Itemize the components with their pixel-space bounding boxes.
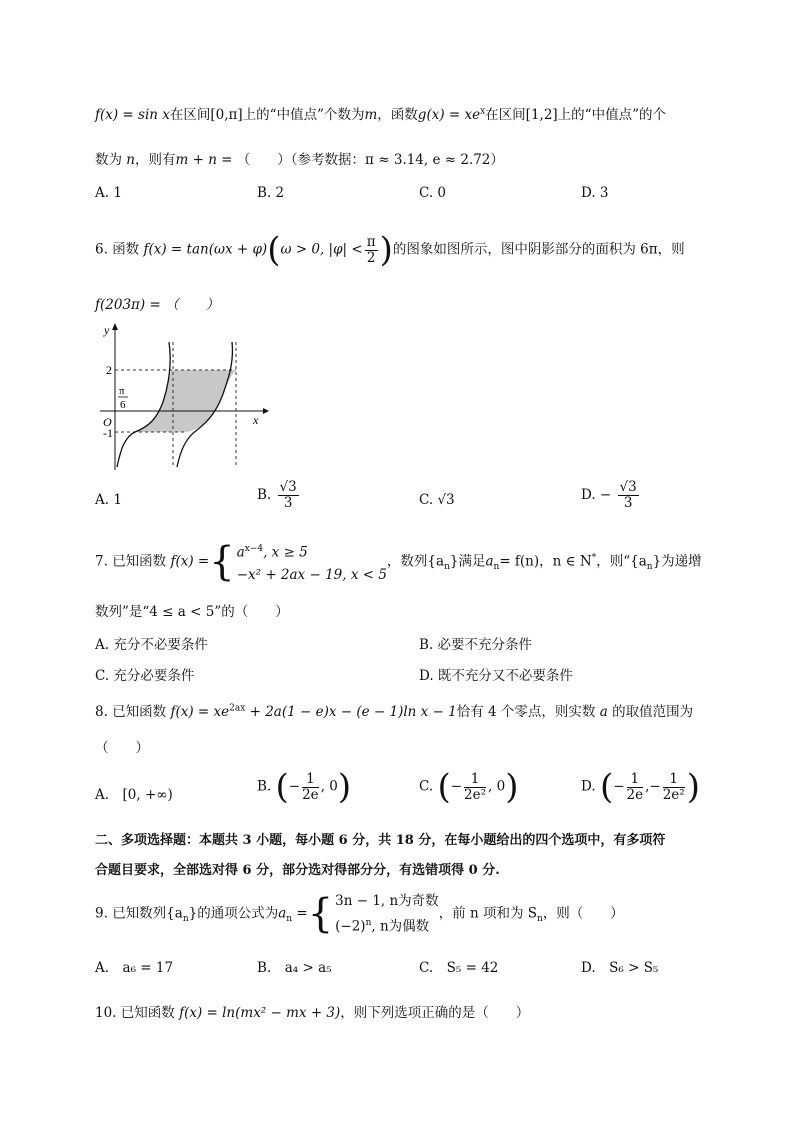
q8-option-b[interactable]: B. (− $\frac{1}{2e}$ , 0) [257, 767, 352, 807]
q8-func-exp: 2ax [229, 703, 246, 714]
q6-option-b-num: √3 [279, 479, 297, 495]
q9-line1: 9. 已知数列$\{a_n\}$的通项公式为$a_n$ ={ 3n − 1, n为奇数 $(-2)^n$, n为偶数 ，前 n 项和为 $S_n$，则（ ） [95, 890, 624, 937]
q7-option-d[interactable]: D. 既不充分又不必要条件 [419, 668, 573, 684]
q7-func: f(x) = [170, 553, 210, 570]
q6-option-c-prefix: C. [419, 492, 434, 508]
x-label: x [253, 413, 259, 427]
q8-option-d-prefix: D. [581, 778, 596, 795]
q5-option-d[interactable]: D. 3 [581, 185, 609, 201]
q10-line1 [95, 1001, 529, 1021]
tick-label-neg1: -1 [103, 426, 113, 440]
q6-option-b-den: 3 [283, 495, 293, 511]
tangent-graph [95, 322, 270, 470]
q5-func-g: g(x) = xe [417, 107, 481, 123]
q7-case2: −x² + 2ax − 19, x < 5 [236, 566, 387, 583]
q6-option-a[interactable]: A. 1 [95, 492, 122, 508]
q6-option-b-frac [278, 480, 299, 511]
q8-text-c: 的取值范围为 [612, 704, 694, 720]
q8-option-c-prefix: C. [419, 778, 434, 795]
q8-func-a: f(x) = xe [170, 704, 230, 720]
q9-an: a [278, 905, 287, 922]
q6-number: 6. [95, 241, 108, 258]
q5-option-a[interactable]: A. 1 [95, 185, 122, 201]
q5-line1: f(x) = sin x在区间[0,π]上的“中值点”个数为m，函数$g(x) = xe^x$在区间[1,2]上的“中值点”的个 [95, 106, 666, 123]
q9-cases [335, 890, 439, 938]
q6-option-c[interactable] [419, 492, 455, 508]
q6-cond-frac-num: π [366, 233, 376, 250]
q6-cond-frac [365, 235, 378, 266]
q8-line2 [95, 736, 149, 756]
q10-number: 10. [95, 1005, 117, 1021]
q6-line2 [95, 293, 219, 313]
q9-text-c: ，前 n 项和为 S [438, 905, 538, 922]
q8-option-d-num1: 1 [627, 772, 644, 788]
q5-expr: m + n = [175, 152, 233, 168]
x-axis-arrow-icon [263, 408, 269, 414]
q6-option-d-num: √3 [619, 479, 637, 495]
q8-option-d-frac1 [627, 772, 644, 803]
q10-text-b: ，则下列选项正确的是（ ） [340, 1005, 530, 1021]
q7-line2 [95, 600, 289, 620]
q9-case2-exp: n [365, 918, 372, 928]
q8-option-c-den: 2e² [464, 786, 487, 803]
tick-label-pi: π [119, 385, 125, 397]
q8-option-d-frac2 [663, 772, 685, 803]
q7-text-f: }为递增 [652, 553, 702, 570]
q8-option-b-num: 1 [302, 772, 319, 788]
q5-option-b[interactable]: B. 2 [257, 185, 285, 201]
q10-text-a: 已知函数 [120, 1005, 175, 1021]
q5-var-n: n [126, 152, 135, 168]
q5-text-a: 在区间[0,π]上的“中值点”个数为 [169, 107, 365, 123]
q8-option-a[interactable]: A. [0, +∞) [95, 787, 173, 803]
q6-option-b[interactable] [257, 480, 301, 511]
q8-var: a [599, 704, 608, 720]
q6-option-d-prefix: D. − [581, 487, 612, 503]
q6-text-a: 函数 [112, 241, 140, 258]
q6-cond: ω > 0, |φ| < [280, 241, 363, 258]
q5-text-c: 在区间[1,2]上的“中值点”的个 [485, 107, 666, 123]
q7-case1-exp: x−4 [244, 544, 264, 554]
q9-case2-base: (−2) [335, 918, 366, 935]
q7-text-d: = f(n)，n ∈ N [499, 553, 592, 570]
q7-number: 7. [95, 553, 108, 570]
q8-text-b: 恰有 4 个零点，则实数 [456, 704, 596, 720]
y-label: y [104, 323, 110, 337]
q8-option-b-tail: , 0 [320, 778, 338, 795]
q5-func-f: f(x) = sin x [95, 107, 170, 123]
q9-text-d: ，则（ ） [542, 905, 624, 922]
q9-option-a[interactable]: A. a₆ = 17 [95, 960, 174, 976]
q8-option-d-num2: 1 [663, 772, 685, 788]
q9-option-b[interactable]: B. a₄ > a₅ [257, 960, 332, 976]
q7-question: 数列”是“4 ≤ a < 5”的（ ） [95, 604, 289, 620]
q8-option-c[interactable]: C. (− $\frac{1}{\text{2e²}}$ , 0) [419, 767, 519, 807]
q8-option-d-den2: 2e² [662, 786, 685, 803]
q7-text-c: }满足 [449, 553, 486, 570]
q9-case1: 3n − 1, n为奇数 [335, 893, 439, 909]
q8-paren: （ ） [95, 740, 149, 756]
q7-text-a: 已知函数 [112, 553, 167, 570]
q6-option-d-den: 3 [623, 495, 633, 511]
origin-label: O [103, 415, 112, 429]
q7-option-c[interactable]: C. 充分必要条件 [95, 668, 195, 684]
q9-option-d[interactable]: D. S₆ > S₅ [581, 960, 659, 976]
section2-line2: 合题目要求，全部选对得 6 分，部分选对得部分分，有选错项得 0 分. [95, 863, 500, 878]
q6-option-d[interactable] [581, 480, 641, 511]
tick-label-2: 2 [106, 363, 112, 377]
q8-option-c-frac [464, 772, 486, 803]
q7-case1-base: a [236, 544, 245, 561]
q8-option-d[interactable]: D. (− $\frac{1}{2e}$ ,− $\frac{1}{\text{2e²}}$ ) [581, 767, 700, 807]
q5-option-c[interactable]: C. 0 [419, 185, 447, 201]
q8-option-b-den: 2e [302, 786, 319, 803]
q6-line1: 6. 函数 f(x) = tan(ωx + φ)(ω > 0, |φ| < $\frac{\pi}{2}$ )的图象如图所示，图中阴影部分的面积为 6π，则 [95, 230, 685, 270]
section2-line1: 二、多项选择题：本题共 3 小题，每小题 6 分，共 18 分，在每小题给出的四个选项中，有多项符 [95, 833, 666, 848]
q9-text-b: }的通项公式为 [188, 905, 279, 922]
q10-func: f(x) = ln(mx² − mx + 3) [179, 1005, 341, 1021]
q6-question: f(203π) = （ ） [95, 297, 220, 313]
q9-option-c[interactable]: C. S₅ = 42 [419, 960, 499, 976]
q6-option-c-value: √3 [437, 492, 455, 508]
q5-text-b: ，函数 [377, 107, 418, 123]
q7-case1-cond: , x ≥ 5 [263, 544, 308, 561]
q8-option-b-frac [302, 772, 319, 803]
q8-option-c-num: 1 [464, 772, 486, 788]
q6-func: f(x) = tan(ωx + φ) [143, 241, 268, 258]
q5-line2 [95, 148, 504, 168]
q8-option-c-tail: , 0 [488, 778, 506, 795]
q7-text-b: ，数列{a [386, 553, 445, 570]
q8-text-a: 已知函数 [112, 704, 167, 720]
q6-option-d-frac [618, 480, 639, 511]
q5-text-d: 数为 [95, 152, 122, 168]
q8-option-d-den1: 2e [626, 786, 644, 803]
tick-label-six: 6 [120, 399, 126, 411]
q8-number: 8. [95, 704, 108, 720]
y-axis-arrow-icon [112, 323, 118, 330]
q9-number: 9. [95, 905, 108, 922]
q6-cond-frac-den: 2 [366, 249, 376, 266]
q5-text-f: （ ）（参考数据：π ≈ 3.14, e ≈ 2.72） [236, 152, 504, 168]
q6-option-b-prefix: B. [257, 487, 272, 503]
q7-line1: 7. 已知函数 f(x) ={ $a^{x-4}$, x ≥ 5 −x² + 2ax − 19, x < 5 ，数列$\{a_n\}$满足$a_n= f(n)$，n ∈ N*，则“$\{a_n\}$为递增 [95, 538, 702, 585]
q5-text-e: ，则有 [135, 152, 176, 168]
q8-func-b: + 2a(1 − e)x − (e − 1)ln x − 1 [249, 704, 457, 720]
q5-var-m: m [364, 107, 378, 123]
q8-option-b-prefix: B. [257, 778, 272, 795]
q9-text-a: 已知数列{a [112, 905, 183, 922]
q9-case2-tail: , n为偶数 [371, 918, 430, 935]
q7-option-b[interactable]: B. 必要不充分条件 [419, 637, 533, 653]
q6-text-b: 的图象如图所示，图中阴影部分的面积为 6π，则 [392, 241, 685, 258]
q8-line1 [95, 700, 693, 720]
q7-text-e: ，则“{a [596, 553, 647, 570]
q7-option-a[interactable]: A. 充分不必要条件 [95, 637, 208, 653]
q7-cases [237, 538, 387, 586]
